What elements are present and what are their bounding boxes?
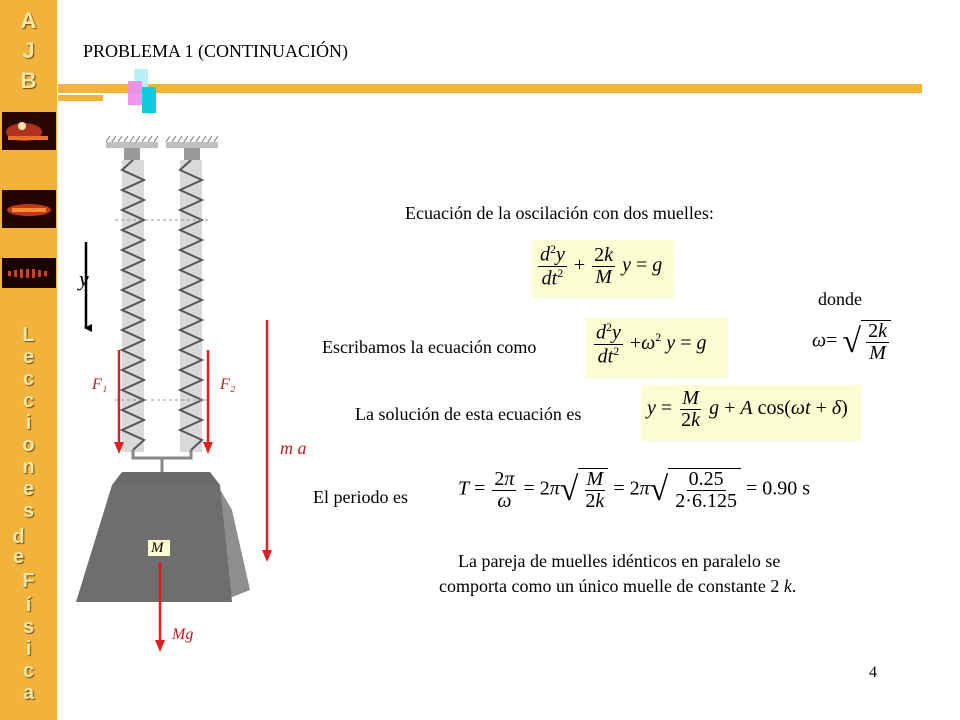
sidebar-word-lecciones-e: e xyxy=(22,346,35,368)
thumbnail-image-3 xyxy=(2,258,56,288)
decorative-squares-icon xyxy=(124,67,160,119)
sidebar-word-lecciones-i: i xyxy=(25,412,32,434)
period-label: El periodo es xyxy=(313,487,408,507)
weight-label: Mg xyxy=(172,626,194,643)
equation-3: y = $\frac{M}{2k}$ g + A cos(ωt + δ) xyxy=(647,387,848,431)
page-title: PROBLEMA 1 (CONTINUACIÓN) xyxy=(83,41,348,61)
period-equation: T = $\frac{2\pi}{\omega}$ = 2π √ $\frac{M}{2k}$ = 2π √ $\frac{0.25}{2\cdot 6.125}$ = 0.90 s xyxy=(458,467,811,512)
spring-constant-value: 6.125 xyxy=(691,490,737,512)
sidebar-word-fisica-a: a xyxy=(22,682,35,704)
sidebar-word-lecciones-e2: e xyxy=(22,478,35,500)
period-result: 0.90 s xyxy=(762,477,811,500)
conclusion-period: . xyxy=(791,576,797,596)
sidebar-word-fisica-c: c xyxy=(22,660,35,682)
mass-value: 0.25 xyxy=(688,468,724,490)
sidebar-word-lecciones-l: L xyxy=(22,324,35,346)
equation-1: $\frac{d^2y}{dt^2}$ + $\frac{2k}{M}$ y = g xyxy=(540,242,663,290)
sidebar-letter-b: B xyxy=(20,68,37,93)
force-arrow-f2 xyxy=(203,350,213,454)
sidebar-letter-j: J xyxy=(22,38,35,63)
sidebar-word-lecciones-c2: c xyxy=(22,390,35,412)
page-number: 4 xyxy=(869,664,877,681)
force-label-f2: F₂ xyxy=(220,376,236,393)
force-arrow-ma xyxy=(262,320,272,562)
sidebar-word-de-d: d xyxy=(12,526,25,548)
sidebar-word-lecciones-c1: c xyxy=(22,368,35,390)
equation-2: $\frac{d^2y}{dt^2}$ $+\omega^2$ y = g xyxy=(596,320,707,368)
sidebar-letter-a: A xyxy=(20,8,37,33)
omega-equation: ω= √ $\frac{2k}{M}$ xyxy=(812,320,891,364)
thumbnail-image-1 xyxy=(2,112,56,150)
sidebar-word-de-e: e xyxy=(12,546,25,568)
sidebar xyxy=(0,0,57,720)
sidebar-word-fisica-i-accent: í xyxy=(25,594,32,616)
conclusion-line-2 xyxy=(439,576,796,597)
force-label-f1: F₁ xyxy=(92,376,108,393)
spring-mass-diagram xyxy=(60,130,340,660)
conclusion-text: comporta como un único muelle de constante 2 xyxy=(439,576,784,596)
equation-heading: Ecuación de la oscilación con dos muelles: xyxy=(405,203,714,223)
conclusion-k: k xyxy=(783,576,792,596)
title-underline xyxy=(58,84,922,93)
y-axis-label: y xyxy=(79,266,89,291)
sidebar-word-lecciones-n: n xyxy=(22,456,35,478)
mass-block-top xyxy=(112,472,220,485)
title-underline-tab xyxy=(58,95,103,101)
sidebar-word-fisica-s: s xyxy=(22,616,35,638)
sidebar-word-lecciones-s: s xyxy=(22,500,35,522)
rewrite-label: Escribamos la ecuación como xyxy=(322,337,537,357)
solution-label: La solución de esta ecuación es xyxy=(355,404,582,424)
conclusion-line-1: La pareja de muelles idénticos en paralelo se xyxy=(458,551,781,571)
sidebar-word-fisica-f: F xyxy=(22,570,35,592)
where-label: donde xyxy=(818,289,862,309)
sidebar-word-fisica-i: i xyxy=(25,638,32,660)
thumbnail-image-2 xyxy=(2,190,56,228)
ceiling-support-left xyxy=(106,136,158,160)
sidebar-word-lecciones-o: o xyxy=(22,434,35,456)
force-label-ma: m a xyxy=(280,438,307,458)
mass-label: M xyxy=(151,540,164,556)
ceiling-support-right xyxy=(166,136,218,160)
